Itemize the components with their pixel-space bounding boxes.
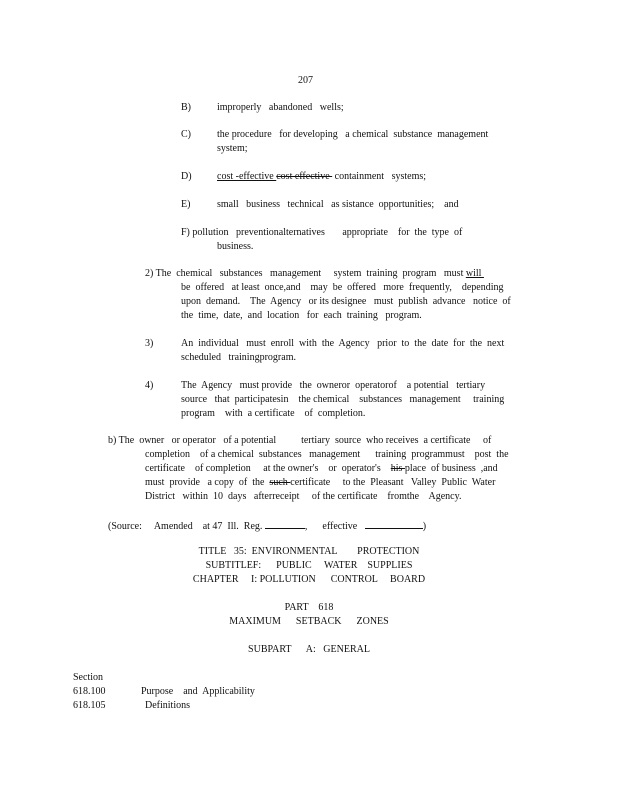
item-e-letter: E) [181,199,191,210]
deleted-text: such [269,477,291,488]
para-2-line2: be offered at least once,and may be offered more frequently, depending [181,282,504,293]
item-c-letter: C) [181,129,191,140]
section-title: Definitions [145,700,190,711]
inserted-text: cost -effective [217,171,277,182]
para-b-line3-rest: place of business ,and [404,463,498,474]
para-3-line1: An individual must enroll with the Agency prior to the date for the next [181,338,505,349]
item-f-line1: F) pollution preventionalternatives appropriate for the type of [181,227,463,238]
deleted-text: cost effective [276,171,333,182]
para-2-line4: the time, date, and location for each training program. [181,310,422,321]
source-note [108,518,426,534]
item-e-text: small business technical as sistance opportunities; and [217,199,459,210]
section-title: Purpose and Applicability [141,686,255,697]
para-4-number: 4) [145,380,154,391]
para-3-number: 3) [145,338,154,349]
para-4-line3: program with a certificate of completion. [181,408,366,419]
para-b-line4-text: must provide a copy of the [145,477,270,488]
chapter-line: CHAPTER I: POLLUTION CONTROL BOARD [192,574,426,585]
section-number: 618.100 [73,686,106,697]
para-4-line2: source that participatesin the chemical substances management training [181,394,505,405]
deleted-text: his [390,463,405,474]
item-d-rest: containment systems; [332,171,427,182]
inserted-text: will [465,268,484,279]
source-text: (Source: Amended at 47 Ill. Reg. [108,521,263,532]
para-2-line1 [145,267,484,281]
para-b-line4 [145,476,495,490]
item-b-letter: B) [181,102,191,113]
item-f-line2: business. [217,241,254,252]
page-number: 207 [298,75,313,86]
source-effective: , effective [304,521,358,532]
para-2-line1-text: 2) The chemical substances management system training program must [145,268,466,279]
item-c-text-line1: the procedure for developing a chemical substance management [217,129,489,140]
source-close: ) [422,521,427,532]
para-b-line5: District within 10 days afterreceipt of the certificate fromthe Agency. [145,491,462,502]
blank-line [265,518,305,529]
para-b-line2: completion of a chemical substances management training programmust post the [145,449,509,460]
para-3-line2: scheduled trainingprogram. [181,352,296,363]
para-4-line1: The Agency must provide the owneror operatorof a potential tertiary [181,380,486,391]
section-heading: Section [73,672,103,683]
para-b-line3 [145,462,498,476]
para-b-line1: b) The owner or operator of a potential tertiary source who receives a certificate of [108,435,492,446]
part-line: PART 618 [284,602,334,613]
blank-line [365,518,423,529]
para-b-line4-rest: certificate to the Pleasant Valley Public Water [290,477,496,488]
part-title: MAXIMUM SETBACK ZONES [229,616,389,627]
item-c-text-line2: system; [217,143,248,154]
subpart-line: SUBPART A: GENERAL [248,644,370,655]
item-b-text: improperly abandoned wells; [217,102,344,113]
item-d-letter: D) [181,171,192,182]
subtitle-line: SUBTITLEF: PUBLIC WATER SUPPLIES [205,560,413,571]
para-b-line3-text: certificate of completion at the owner's or operator's [145,463,391,474]
section-number: 618.105 [73,700,106,711]
item-d-text [217,170,426,184]
para-2-line3: upon demand. The Agency or its designee must publish advance notice of [181,296,511,307]
title-line: TITLE 35: ENVIRONMENTAL PROTECTION [198,546,420,557]
